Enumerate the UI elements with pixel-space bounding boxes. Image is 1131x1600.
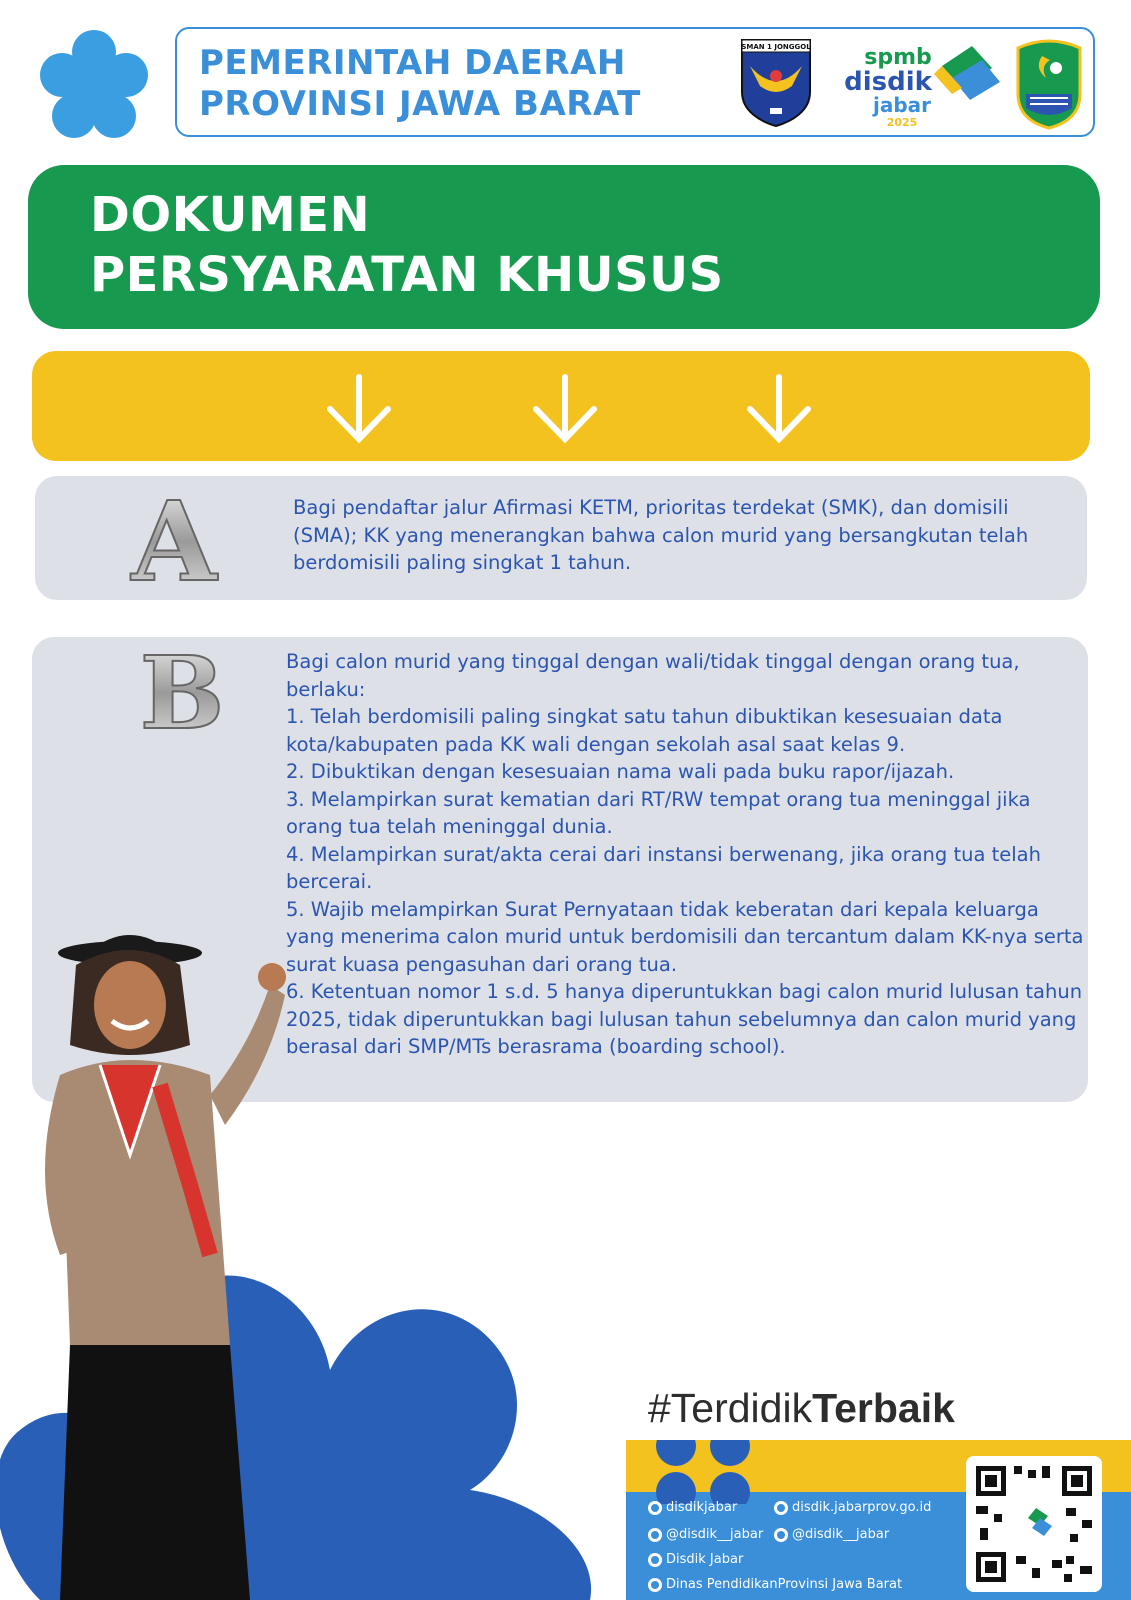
x-icon	[774, 1528, 788, 1542]
svg-text:A: A	[131, 484, 217, 594]
title-line-2: PERSYARATAN KHUSUS	[90, 247, 724, 303]
instagram-icon	[648, 1501, 662, 1515]
section-b-item: 6. Ketentuan nomor 1 s.d. 5 hanya diperuntukkan bagi calon murid lulusan tahun 2025, tidak diperuntukkan bagi lulusan tahun sebelumnya dan calon murid yang berasal dari SMP/MTs berasrama (boarding school).	[286, 980, 1083, 1058]
website-link[interactable]: disdik.jabarprov.go.id	[774, 1500, 931, 1515]
section-b-text	[286, 648, 1086, 1061]
section-b-item: 1. Telah berdomisili paling singkat satu tahun dibuktikan kesesuaian data kota/kabupaten pada KK wali dengan sekolah asal saat kelas 9.	[286, 705, 1003, 756]
facebook-icon	[648, 1578, 662, 1592]
section-b-intro: Bagi calon murid yang tinggal dengan wali/tidak tinggal dengan orang tua, berlaku:	[286, 650, 1020, 701]
hashtag-light: #Terdidik	[648, 1385, 813, 1431]
hashtag-bold: Terbaik	[812, 1385, 955, 1431]
student-photo	[20, 925, 320, 1600]
spmb-logo-line3: jabar	[872, 93, 932, 117]
facebook-link[interactable]: Dinas PendidikanProvinsi Jawa Barat	[648, 1577, 902, 1592]
spmb-disdik-logo	[842, 38, 1002, 130]
svg-text:B: B	[139, 644, 225, 740]
school-emblem-text: SMAN 1 JONGGOL	[741, 43, 811, 51]
tiktok-icon	[648, 1528, 662, 1542]
jabar-emblem-icon	[1012, 38, 1086, 130]
section-a-letter	[124, 484, 224, 594]
globe-icon	[774, 1501, 788, 1515]
x-link[interactable]: @disdik__jabar	[774, 1527, 889, 1542]
spmb-logo-line1: spmb	[864, 45, 932, 70]
section-b-letter	[132, 644, 232, 740]
arrow-down-icon	[530, 373, 600, 445]
section-b-item: 3. Melampirkan surat kematian dari RT/RW tempat orang tua meninggal jika orang tua telah meninggal dunia.	[286, 787, 1031, 838]
footer-flower-icon	[650, 1440, 760, 1504]
section-b-item: 5. Wajib melampirkan Surat Pernyataan tidak keberatan dari kepala keluarga yang menerima calon murid untuk berdomisili dan tercantum dalam KK-nya serta surat kuasa pengasuhan dari orang tua.	[286, 897, 1084, 976]
arrow-band	[32, 351, 1090, 461]
section-b-item: 4. Melampirkan surat/akta cerai dari instansi berwenang, jika orang tua telah bercerai.	[286, 842, 1041, 893]
header-line-2: PROVINSI JAWA BARAT	[199, 84, 641, 124]
youtube-link[interactable]: Disdik Jabar	[648, 1552, 743, 1567]
header-line-1: PEMERINTAH DAERAH	[199, 43, 626, 83]
tiktok-link[interactable]: @disdik__jabar	[648, 1527, 763, 1542]
instagram-link[interactable]: disdikjabar	[648, 1500, 737, 1515]
qr-code[interactable]	[966, 1456, 1102, 1592]
spmb-logo-year: 2025	[886, 116, 918, 129]
flower-logo-icon	[38, 30, 150, 142]
title-banner	[28, 165, 1100, 329]
title-line-1: DOKUMEN	[90, 187, 371, 243]
arrow-down-icon	[744, 373, 814, 445]
section-b-item: 2. Dibuktikan dengan kesesuaian nama wali pada buku rapor/ijazah.	[286, 760, 955, 783]
section-a-text: Bagi pendaftar jalur Afirmasi KETM, prioritas terdekat (SMK), dan domisili (SMA); KK yang menerangkan bahwa calon murid yang bersangkutan telah berdomisili paling singkat 1 tahun.	[293, 496, 1029, 574]
spmb-logo-line2: disdik	[844, 67, 932, 97]
school-emblem-icon	[740, 36, 812, 128]
youtube-icon	[648, 1553, 662, 1567]
arrow-down-icon	[324, 373, 394, 445]
hashtag-tagline	[648, 1385, 955, 1432]
